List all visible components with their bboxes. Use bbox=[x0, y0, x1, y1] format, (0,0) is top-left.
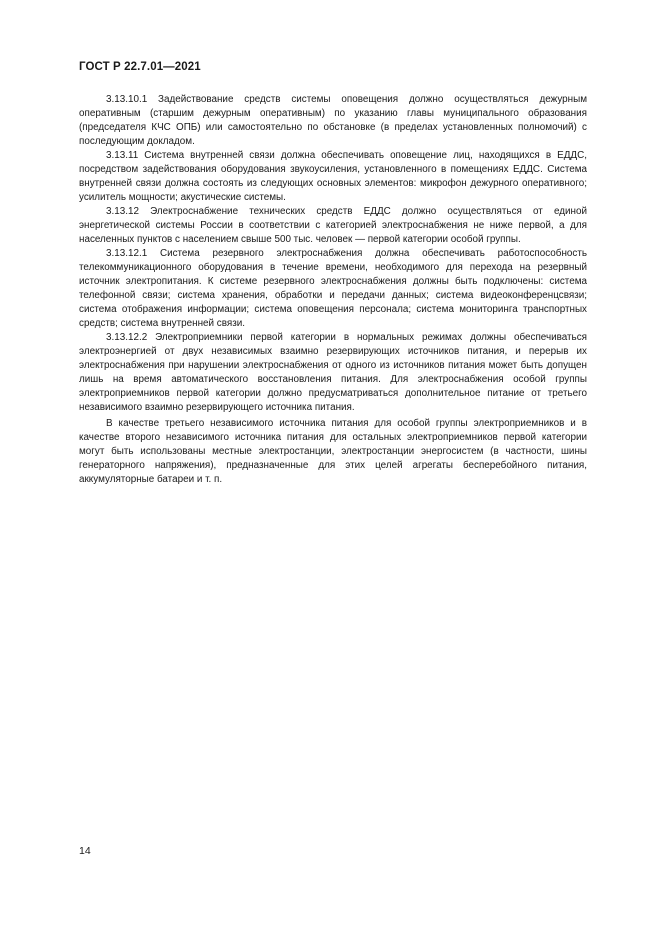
paragraph-3-13-12: 3.13.12 Электроснабжение технических средств ЕДДС должно осуществляться от единой энергетической системы России в соответствии с категорией электроснабжения не ниже первой, а для населенных пунктов с населением свыше 500 тыс. человек — первой категории особой группы. bbox=[79, 206, 587, 245]
paragraph-3-13-10-1: 3.13.10.1 Задействование средств системы оповещения должно осуществляться дежурным оперативным (старшим дежурным оперативным) по указанию главы муниципального образования (председателя КЧС ОПБ) или самостоятельно по обстановке (в пределах установленных полномочий) с последующим докладом. bbox=[79, 94, 587, 147]
paragraph-3-13-11: 3.13.11 Система внутренней связи должна обеспечивать оповещение лиц, находящихся в ЕДДС, посредством задействования оборудования звукоусиления, установленного в помещениях ЕДДС. Система внутренней связи должна состоять из следующих основных элементов: микрофон дежурного оперативного; усилитель мощности; акустические системы. bbox=[79, 150, 587, 203]
document-header: ГОСТ Р 22.7.01—2021 bbox=[79, 61, 201, 73]
page-number: 14 bbox=[79, 845, 91, 857]
document-body bbox=[79, 93, 587, 487]
paragraph-3-13-12-1: 3.13.12.1 Система резервного электроснабжения должна обеспечивать работоспособность телекоммуникационного оборудования в течение времени, необходимого для перехода на резервный источник электропитания. К системе резервного электроснабжения должны быть подключены: система телефонной связи; система хранения, обработки и передачи данных; система видеоконференцсвязи; система отображения информации; система оповещения персонала; система мониторинга транспортных средств; система внутренней связи. bbox=[79, 248, 587, 329]
paragraph-third-source: В качестве третьего независимого источника питания для особой группы электроприемников и в качестве второго независимого источника питания для остальных электроприемников первой категории могут быть использованы местные электростанции, электростанции энергосистем (в частности, шины генераторного напряжения), предназначенные для этих целей агрегаты бесперебойного питания, аккумуляторные батареи и т. п. bbox=[79, 418, 587, 485]
paragraph-3-13-12-2: 3.13.12.2 Электроприемники первой категории в нормальных режимах должны обеспечиваться электроэнергией от двух независимых взаимно резервирующих источников питания, и перерыв их электроснабжения при нарушении электроснабжения от одного из источников питания может быть допущен лишь на время автоматического восстановления питания. Для электроснабжения особой группы электроприемников первой категории должно предусматриваться дополнительное питание от третьего независимого взаимно резервирующего источника питания. bbox=[79, 332, 587, 413]
